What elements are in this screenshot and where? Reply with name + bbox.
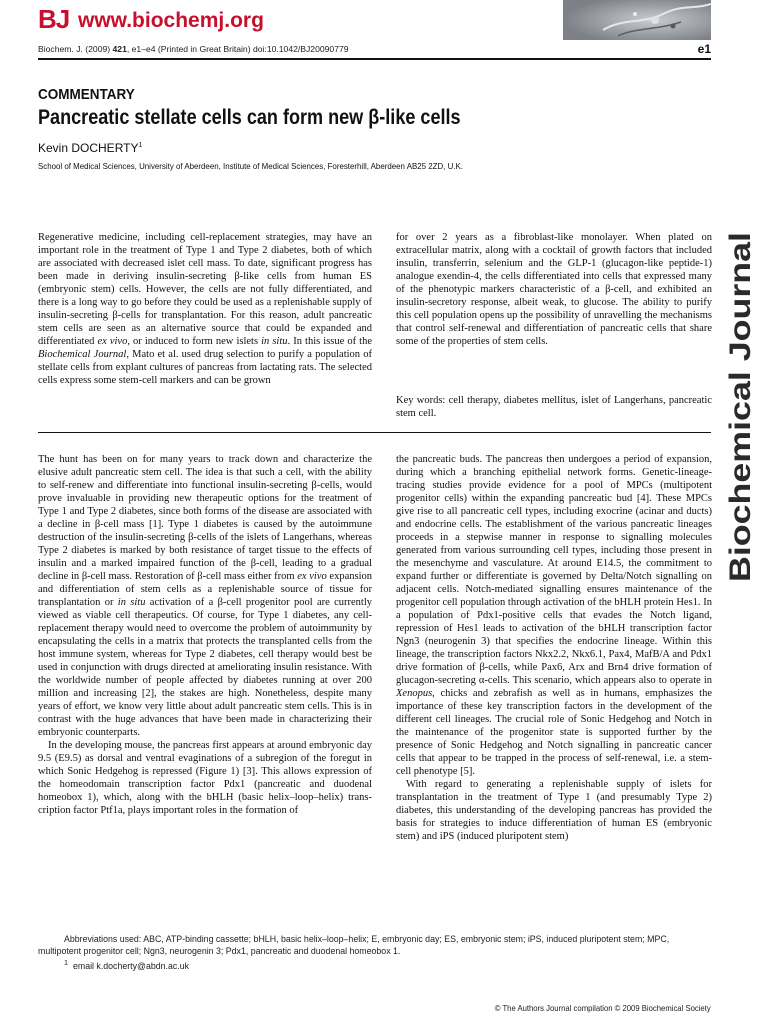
email-footnote-mark: 1 — [64, 958, 69, 967]
bj-cell-badge[interactable] — [563, 0, 711, 40]
body-paragraph — [38, 453, 372, 739]
body-left-column — [38, 453, 372, 817]
abstract-text: , Mato et al. used drug selection to purify a population of stellate cells from explant cultures of pancreas from lactating rats. The selected cells express some stem-cell markers and can be grown — [38, 349, 372, 386]
footnotes — [38, 934, 711, 972]
body-emphasis: Xenopus — [396, 688, 433, 699]
section-label: COMMENTARY — [38, 86, 135, 103]
side-label-text: Biochemical Journal — [724, 288, 757, 582]
abstract-text: . In this issue of the — [287, 336, 373, 347]
header-divider — [38, 58, 711, 60]
keywords: Key words: cell therapy, diabetes mellitus, islet of Langerhans, pancreatic stem cell. — [396, 395, 712, 419]
citation-suffix: , e1–e4 (Printed in Great Britain) doi:10.1042/BJ20090779 — [126, 44, 349, 54]
abstract-paragraph: for over 2 years as a fibroblast-like monolayer. When plated on extracellular matrix, along with a cocktail of growth factors that included insulin, transferrin, selenium and the GLP-1 (glucagon-like peptide-1) analogue exendin-4, the cells differentiated into cells that expressed many of the phenotypic markers characteristic of a β-cell, and exhibited an insulin-secretory response, albeit weak, to glucose. The ability to purify this cell population opens up the possibility of unravelling the mechanisms that control self-renewal and differentiation of pancreatic cells that share some of the properties of stem cells. — [396, 232, 712, 347]
body-paragraph — [396, 453, 712, 778]
abstract-paragraph — [38, 231, 372, 387]
author-email-link[interactable]: email k.docherty@abdn.ac.uk — [72, 960, 189, 971]
citation-line — [38, 44, 349, 54]
author-footnote-mark: 1 — [138, 142, 143, 149]
citation-prefix: Biochem. J. (2009) — [38, 44, 113, 54]
journal-side-label — [716, 230, 762, 590]
side-label-svg — [716, 230, 762, 590]
article-title: Pancreatic stellate cells can form new β-like cells — [38, 106, 461, 129]
body-text: the pancreatic buds. The pancreas then undergoes a period of expansion, during which a branching epithelial network forms. Genetic-lineage-tracing studies provide evidence for a pool of MPCs (multipotent progenitor cells) within the expanding pancreatic bud [4]. These MPCs give rise to all pancreatic cell types, including exocrine (acinar and ducts) and endocrine cells. The establishment of the various pancreatic lineages proceeds in a stepwise manner in response to signalling molecules generated from various surrounding cell types, including those present in the mesenchyme and vasculature. At around E14.5, the commitment to expand further or differentiate is governed by Delta/Notch signalling on adjacent cells. Notch-mediated signalling ensures maintenance of the progenitor cell population through activation of the bHLH protein Hes1. In a population of Pdx1-positive cells that evades the Notch ligand, repression of Hes1 leads to activation of the bHLH transcription factor Ngn3 (neurogenin 3) that specifies the endocrine lineage. Within this lineage, the transcription factors Nkx2.2, Nkx6.1, Pax4, MafB/A and Pdx1 drive formation of β-cells, while Pax6, Arx and Brn4 drive formation of glucagon-secreting α-cells. This scenario, which appears also to operate in — [396, 454, 712, 686]
abstract-right-column — [396, 231, 712, 348]
abstract-left-column — [38, 231, 372, 387]
copyright-notice: © The Authors Journal compilation © 2009 Biochemical Society — [495, 1003, 711, 1013]
body-text: expansion and differentiation of stem cells as a replenishable source of tissue for transplantation or — [38, 571, 372, 608]
body-text: The hunt has been on for many years to track down and characterize the elusive adult pancreatic stem cell. The idea is that such a cell, with the ability to self-renew and differentiate into functional insulin-secreting β-cells, would prove invaluable in providing new therapeutic options for the treatment of Type 1 and Type 2 diabetes, since both forms of the disease are associated with a decline in β-cell mass [1]. Type 1 diabetes is caused by the autoimmune destruction of the insulin-secreting β-cells of the islets of Langerhans, whereas Type 2 diabetes is marked by both resistance of target tissue to the effects of insulin and a marked impaired function of the β-cell, leading to a gradual decline in β-cell mass. Restoration of β-cell mass either from — [38, 454, 372, 582]
page-number: e1 — [697, 42, 711, 56]
abstract-emphasis: ex vivo — [97, 336, 128, 347]
abstract-text: , or induced to form new islets — [127, 336, 262, 347]
author-text: Kevin DOCHERTY — [38, 141, 139, 155]
abbreviations-footnote: Abbreviations used: ABC, ATP-binding cassette; bHLH, basic helix–loop–helix; E, embryonic day; ES, embryonic stem; iPS, induced pluripotent stem; MPC, multipotent progenitor cell; Ngn3, neurogenin 3; Pdx1, pancreatic and duodenal homeobox 1. — [38, 934, 670, 956]
abstract-emphasis: in situ — [261, 336, 288, 347]
citation-volume: 421 — [112, 44, 127, 54]
author-affiliation: School of Medical Sciences, University of Aberdeen, Institute of Medical Sciences, Foresterhill, Aberdeen AB25 2ZD, U.K. — [38, 161, 463, 171]
abstract-text: Regenerative medicine, including cell-replacement strategies, may have an important role in the treatment of Type 1 and Type 2 diabetes, both of which are associated with decreased islet cell mass. To date, significant progress has been made in deriving insulin-secreting β-like cells from human ES (embryonic stem) cells. However, the cells are not fully differentiated, and there is a long way to go before they could be used as a replenishable supply of insulin-secreting β-cells for transplantation. For this reason, adult pancreatic stem cells are seen as an alternative source that could be expanded and differentiated — [38, 232, 372, 347]
body-right-column — [396, 453, 712, 843]
email-footnote — [38, 957, 711, 972]
journal-logo: BJ — [38, 4, 70, 34]
body-text: , chicks and zebrafish as well as in humans, emphasizes the importance of these key transcription factors in the development of the different cell lineages. The crucial role of Sonic Hedgehog and Notch in the maintenance of the progenitor state is supported further by the presence of Sonic Hedgehog and Notch signalling in pancreatic cancer cells that appear to be trapped in the process of self-renewal, i.e. a stem-cell phenotype [5]. — [396, 688, 712, 777]
cell-image-icon — [563, 0, 711, 40]
journal-url-link[interactable]: www.biochemj.org — [78, 9, 264, 32]
body-paragraph: In the developing mouse, the pancreas first appears at around embryonic day 9.5 (E9.5) as dorsal and ventral evaginations of a subregion of the foregut in which Sonic Hedgehog is repressed (Figure 1) [3]. This allows expression of the homeodomain transcription factor Pdx1 (pancreatic and duodenal homeobox 1), which, along with the bHLH (basic helix–loop–helix) transcription factor Ptf1a, plays important roles in the formation of — [38, 740, 372, 816]
body-emphasis: in situ — [117, 597, 146, 608]
body-emphasis: ex vivo — [297, 571, 327, 582]
body-text: activation of a β-cell progenitor pool are currently viewed as viable cell therapeutics. Of course, for Type 1 diabetes, any cell-replacement therapy would need to overcome the problem of autoimmunity by encapsulating the cells in a matrix that protects the transplanted cells from the host immune system, whereas for Type 2 diabetes, cell therapy would best be used in conjunction with drugs directed at ameliorating insulin resistance. With the worldwide number of people affected by diabetes running at over 200 million and increasing [2], the stakes are high. Nonetheless, despite many years of effort, we know very little about adult pancreatic stem cells. This is in contrast with the huge advances that have been made in characterizing their embryonic counterparts. — [38, 597, 372, 738]
abstract-journal-name: Biochemical Journal — [38, 349, 127, 360]
abstract-divider — [38, 432, 711, 433]
body-paragraph: With regard to generating a replenishable supply of islets for transplantation in the treatment of Type 1 (and presumably Type 2) diabetes, this understanding of the developing pancreas has provided the basis for strategies to induce differentiation of human ES (embryonic stem) and iPS (induced pluripotent stem) — [396, 779, 712, 842]
author-name — [38, 141, 142, 155]
